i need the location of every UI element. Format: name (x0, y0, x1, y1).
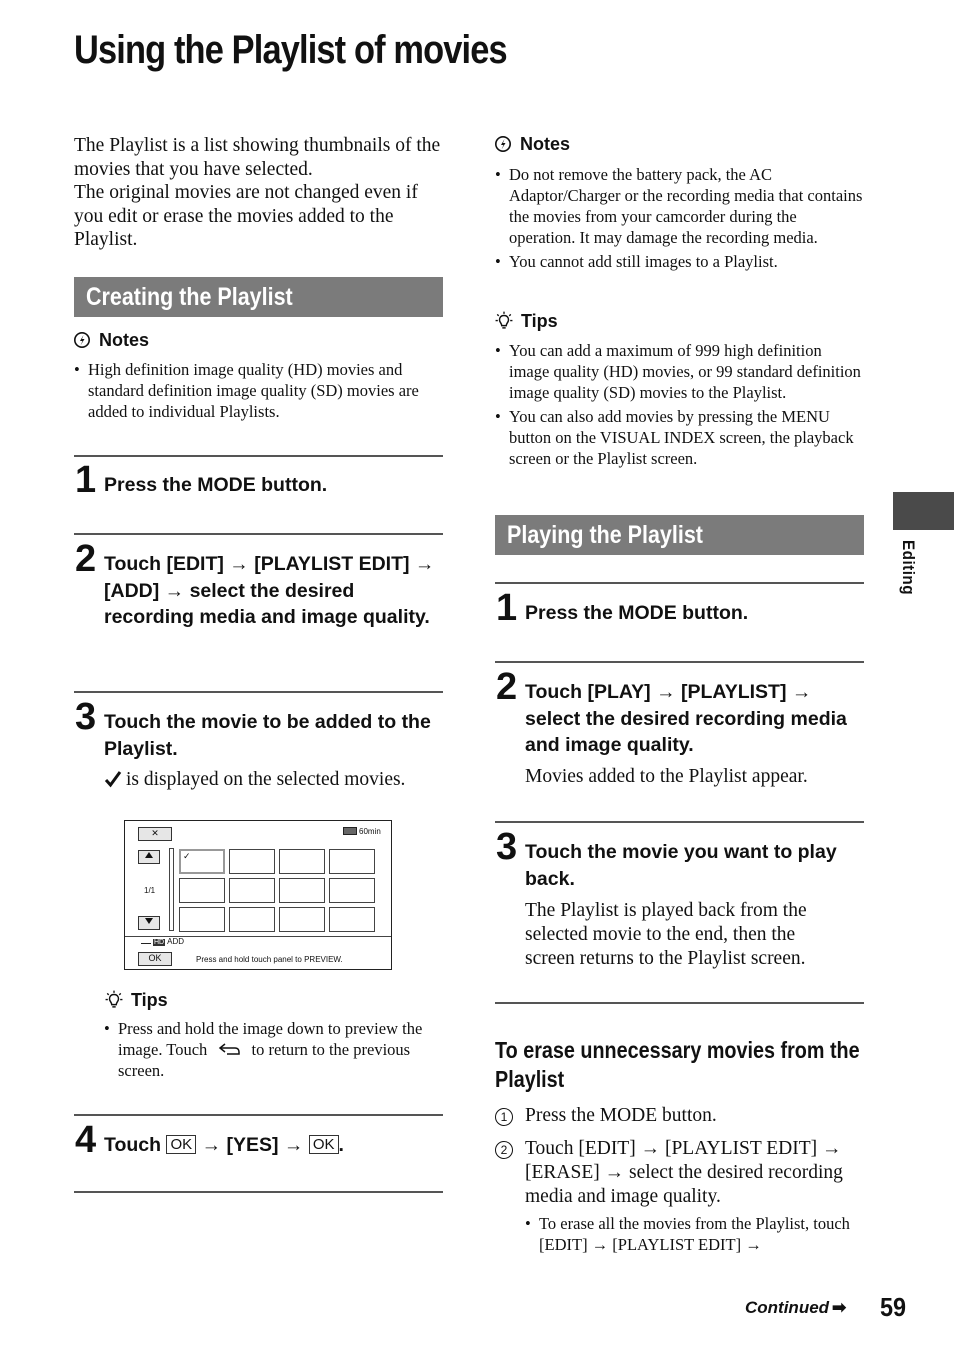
tips-label-left: Tips (131, 990, 168, 1010)
section-heading-playing-text: Playing the Playlist (507, 521, 703, 549)
media-icon (141, 938, 151, 944)
step-number: 4 (75, 1119, 97, 1161)
divider (74, 1114, 443, 1116)
tips-list-right (495, 340, 865, 472)
list-item (104, 1018, 444, 1081)
notes-icon (495, 136, 511, 152)
divider (495, 582, 864, 584)
thumbnail[interactable] (279, 849, 325, 874)
notes-list-right (495, 164, 865, 275)
playlist-add-screen (124, 820, 392, 970)
lightbulb-icon (495, 311, 513, 329)
ok-button[interactable]: OK (138, 952, 172, 966)
notes-heading-right (495, 134, 570, 155)
mode-label: ADD (167, 937, 185, 946)
tip-text-before: Press and hold the image down to preview the image. Touch (118, 1019, 423, 1059)
erase-item-2 (495, 1137, 855, 1207)
step-desc: Movies added to the Playlist appear. (525, 766, 808, 787)
step-desc (104, 768, 444, 792)
step-desc-text: is displayed on the selected movies. (126, 769, 406, 790)
list-item: • Do not remove the battery pack, the AC Adaptor/Charger or the recording media that contains the movies from your camcorder during the operation. It may damage the recording media. (495, 164, 865, 248)
step4-text-c: . (338, 1134, 344, 1156)
lightbulb-icon (105, 990, 123, 1008)
thumbnail[interactable] (229, 849, 275, 874)
page-number: 59 (880, 1292, 907, 1322)
continued-arrow-icon: ➡ (832, 1298, 847, 1317)
thumbnail[interactable] (279, 878, 325, 903)
step-text: Touch [PLAY] → [PLAYLIST] → select the desired recording media and image quality. (525, 681, 847, 756)
erase-sub-list (525, 1213, 850, 1258)
erase-item-1 (495, 1104, 855, 1128)
divider (74, 455, 443, 457)
checkmark-icon (104, 770, 122, 788)
thumbnail[interactable] (179, 907, 225, 932)
list-item: • You can also add movies by pressing the MENU button on the VISUAL INDEX screen, the playback screen or the Playlist screen. (495, 406, 865, 469)
list-item: • High definition image quality (HD) movies and standard definition image quality (SD) movies are added to individual Playlists. (74, 359, 444, 422)
step-text: Touch the movie to be added to the Playlist. (104, 711, 431, 760)
scroll-up-button[interactable] (138, 850, 160, 864)
up-arrow-icon (144, 851, 154, 859)
thumbnail[interactable] (179, 849, 225, 874)
list-item: • You can add a maximum of 999 high definition image quality (HD) movies, or 99 standard definition image quality (SD) movies to the Playlist. (495, 340, 865, 403)
step-number: 2 (75, 538, 97, 580)
ok-button-ref: OK (166, 1135, 196, 1154)
step-text: Touch the movie you want to play back. (525, 841, 837, 890)
step-number: 2 (496, 666, 518, 708)
list-item: • To erase all the movies from the Playlist, touch [EDIT] → [PLAYLIST EDIT] → (525, 1213, 850, 1255)
erase-item-1-text: Press the MODE button. (525, 1105, 717, 1126)
ok-button-ref: OK (309, 1135, 339, 1154)
intro-line-1: The Playlist is a list showing thumbnails of the movies that you have selected. (74, 135, 441, 180)
section-heading-playing (495, 515, 864, 555)
step-desc: The Playlist is played back from the selected movie to the end, then the screen returns to the Playlist screen. (525, 900, 807, 969)
step-text: Press the MODE button. (104, 474, 328, 496)
hd-badge: HD (154, 939, 165, 946)
divider (495, 661, 864, 663)
screen-hint: Press and hold touch panel to PREVIEW. (196, 955, 343, 964)
battery-text: 60min (359, 827, 381, 836)
return-icon (217, 1042, 241, 1056)
tips-heading-right (495, 311, 558, 332)
tip-text-after: to return to the previous screen. (118, 1040, 411, 1080)
scroll-down-button[interactable] (138, 916, 160, 930)
notes-list-left (74, 359, 444, 425)
divider (495, 821, 864, 823)
thumbnail[interactable] (329, 907, 375, 932)
section-heading-creating (74, 277, 443, 317)
check-mark: ✓ (183, 851, 191, 861)
notes-label-right: Notes (520, 134, 571, 154)
erase-heading: To erase unnecessary movies from the Playlist (495, 1037, 860, 1092)
battery-icon (343, 827, 357, 835)
divider (74, 1191, 443, 1193)
side-tab-label: Editing (899, 540, 918, 595)
step-text: Press the MODE button. (525, 602, 749, 624)
tips-heading-left (105, 990, 168, 1011)
divider (74, 691, 443, 693)
page-indicator: 1/1 (144, 886, 156, 895)
thumbnail[interactable] (329, 849, 375, 874)
erase-item-2-text: Touch [EDIT] → [PLAYLIST EDIT] → [ERASE] → select the desired recording media and image quality. (525, 1138, 843, 1207)
step-number: 3 (75, 696, 97, 738)
step-number: 1 (496, 587, 518, 629)
divider (74, 533, 443, 535)
thumbnail[interactable] (179, 878, 225, 903)
step4-text-a: Touch (104, 1134, 162, 1156)
step-text: Touch [EDIT] → [PLAYLIST EDIT] → [ADD] → select the desired recording media and image quality. (104, 553, 435, 628)
intro-line-2: The original movies are not changed even if you edit or erase the movies added to the Playlist. (74, 182, 418, 250)
notes-heading-left (74, 330, 149, 351)
continued-label (745, 1298, 846, 1318)
circle-number-2: 2 (495, 1141, 513, 1159)
thumbnail[interactable] (229, 878, 275, 903)
down-arrow-icon (144, 917, 154, 925)
page-title: Using the Playlist of movies (74, 28, 507, 72)
circle-number-1: 1 (495, 1108, 513, 1126)
mode-indicator (141, 937, 184, 948)
side-tab-marker (893, 492, 954, 530)
thumbnail[interactable] (329, 878, 375, 903)
close-button[interactable]: ✕ (138, 827, 172, 841)
step-number: 3 (496, 826, 518, 868)
scrollbar[interactable] (169, 848, 174, 931)
notes-label-left: Notes (99, 330, 150, 350)
continued-text: Continued (745, 1298, 830, 1317)
notes-icon (74, 332, 90, 348)
tips-list-left (104, 1018, 444, 1084)
divider (495, 1002, 864, 1004)
thumbnail[interactable] (229, 907, 275, 932)
thumbnail[interactable] (279, 907, 325, 932)
section-heading-creating-text: Creating the Playlist (86, 283, 293, 311)
step-number: 1 (75, 459, 97, 501)
battery-indicator (343, 827, 381, 837)
tips-label-right: Tips (521, 311, 558, 331)
step-text (104, 1132, 444, 1159)
list-item: • You cannot add still images to a Playlist. (495, 251, 865, 272)
step4-text-b: → [YES] → (201, 1134, 304, 1156)
intro (74, 134, 446, 252)
